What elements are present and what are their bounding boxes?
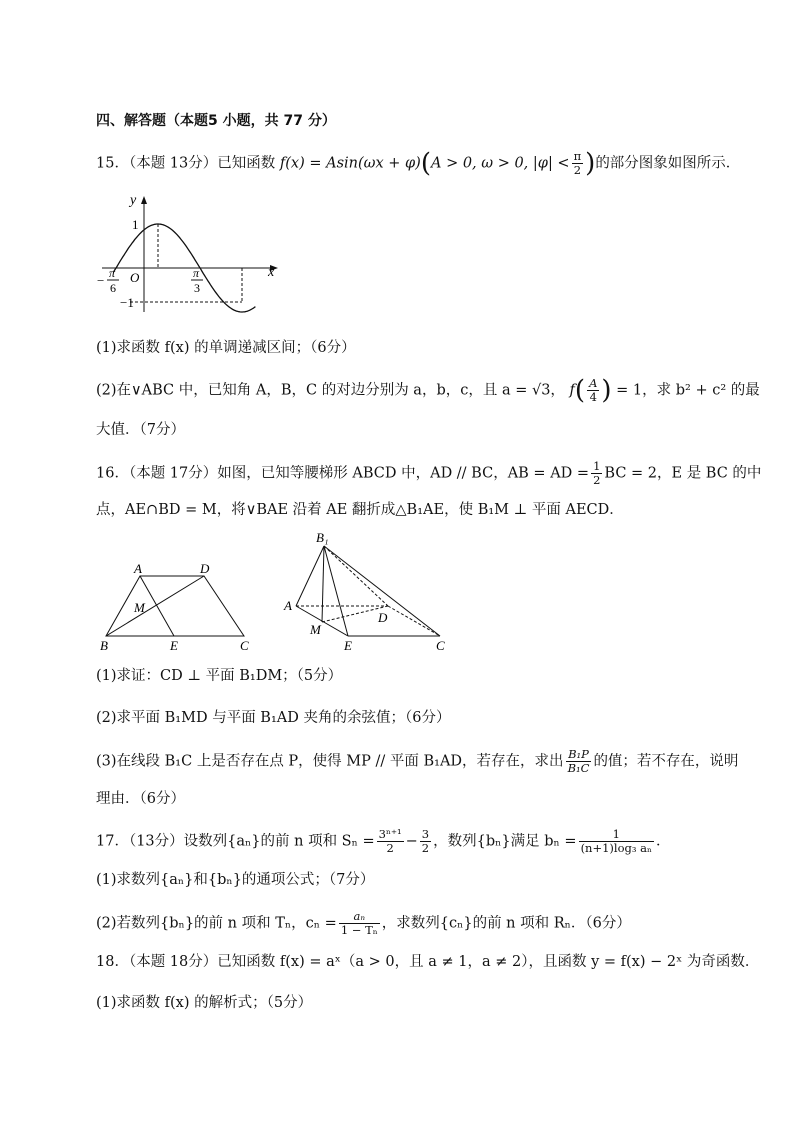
q16-part2: (2)求平面 B₁MD 与平面 B₁AD 夹角的余弦值；（6分）: [96, 710, 451, 726]
svg-text:D: D: [200, 561, 210, 576]
q15-part1: (1)求函数 f(x) 的单调递减区间；（6分）: [96, 340, 356, 356]
q16-part3-cont: 理由．（6分）: [96, 791, 185, 807]
q16-stem-line1: 16．（本题 17分）如图，已知等腰梯形 ABCD 中，AD // BC，AB = AD = $\frac{1}{2}$ BC = 2，E 是 BC 的中: [96, 459, 762, 487]
q15-part2: (2)在∨ABC 中，已知角 A，B，C 的对边分别为 a，b，c，且 a = √3， f( $\frac{A}{4}$ ) = 1，求 b² + c² 的最: [96, 375, 760, 406]
q15-func: f(x) = Asin(ωx + φ): [279, 155, 421, 172]
q16-part3: (3)在线段 B₁C 上是否存在点 P，使得 MP // 平面 B₁AD，若存在，求出 $\frac{\text{B₁P}}{\text{B₁C}}$ 的值；若不存在，说明: [96, 747, 739, 775]
svg-text:M: M: [134, 600, 145, 615]
tick-left-den: 6: [110, 281, 116, 295]
q15-head: 15．（本题 13分）已知函数: [96, 155, 276, 172]
q15-cond-fraction: $\frac{\pi}{2}$: [573, 149, 582, 177]
q15-sine-graph: [92, 190, 292, 320]
q15-cond: A > 0, ω > 0, |φ| <: [430, 155, 570, 172]
q17-stem: 17．（13分）设数列{aₙ}的前 n 项和 Sₙ = $\frac{\text{3ⁿ⁺¹}}{2}$ − $\frac{3}{2}$ ，数列{bₙ}满足 bₙ = $\frac{1}{\text{(n+1)log₃ aₙ}}$ ．: [96, 827, 671, 855]
q16-stem-line2: 点，AE∩BD = M，将∨BAE 沿着 AE 翻折成△B₁AE，使 B₁M ⊥ 平面 AECD．: [96, 502, 624, 518]
q16-folded-figure: [280, 530, 460, 655]
svg-text:B₁: B₁: [316, 530, 329, 545]
svg-text:D: D: [378, 610, 388, 625]
y-axis-label: y: [130, 193, 137, 208]
tick-neg-sign: −: [97, 273, 105, 288]
svg-text:B: B: [100, 638, 108, 653]
q17-part1: (1)求数列{aₙ}和{bₙ}的通项公式；（7分）: [96, 872, 375, 888]
tick-one: 1: [132, 217, 139, 232]
tick-mid-den: 3: [194, 281, 200, 295]
q18-stem: 18．（本题 18分）已知函数 f(x) = aˣ（a > 0，且 a ≠ 1，a ≠ 2），且函数 y = f(x) − 2ˣ 为奇函数．: [96, 954, 760, 970]
x-axis-label: x: [268, 265, 275, 280]
svg-text:E: E: [344, 638, 352, 653]
svg-text:A: A: [284, 598, 292, 613]
svg-text:E: E: [170, 638, 178, 653]
tick-neg-one: −1: [120, 295, 134, 310]
q16-trapezoid-figure: [96, 560, 256, 655]
svg-text:M: M: [310, 622, 321, 637]
tick-mid-num: π: [193, 266, 200, 280]
tick-left-num: π: [109, 266, 116, 280]
svg-text:C: C: [436, 638, 445, 653]
origin-label: O: [130, 270, 140, 285]
q17-part2: (2)若数列{bₙ}的前 n 项和 Tₙ，cₙ = $\frac{\text{aₙ}}{\text{1 − Tₙ}}$ ，求数列{cₙ}的前 n 项和 Rₙ．（6分）: [96, 909, 631, 937]
section-title: 四、解答题（本题5 小题，共 77 分）: [96, 113, 336, 129]
q15-tail: 的部分图象如图所示．: [595, 155, 741, 172]
q15-part2-cont: 大值．（7分）: [96, 422, 185, 438]
svg-text:C: C: [240, 638, 249, 653]
q15-stem: 15．（本题 13分）已知函数 f(x) = Asin(ωx + φ)(A > 0, ω > 0, |φ| < $\frac{\pi}{2}$ )的部分图象如图所示．: [96, 148, 741, 179]
svg-text:A: A: [134, 561, 142, 576]
q16-part1: (1)求证：CD ⊥ 平面 B₁DM；（5分）: [96, 668, 343, 684]
q18-part1: (1)求函数 f(x) 的解析式；（5分）: [96, 995, 313, 1011]
